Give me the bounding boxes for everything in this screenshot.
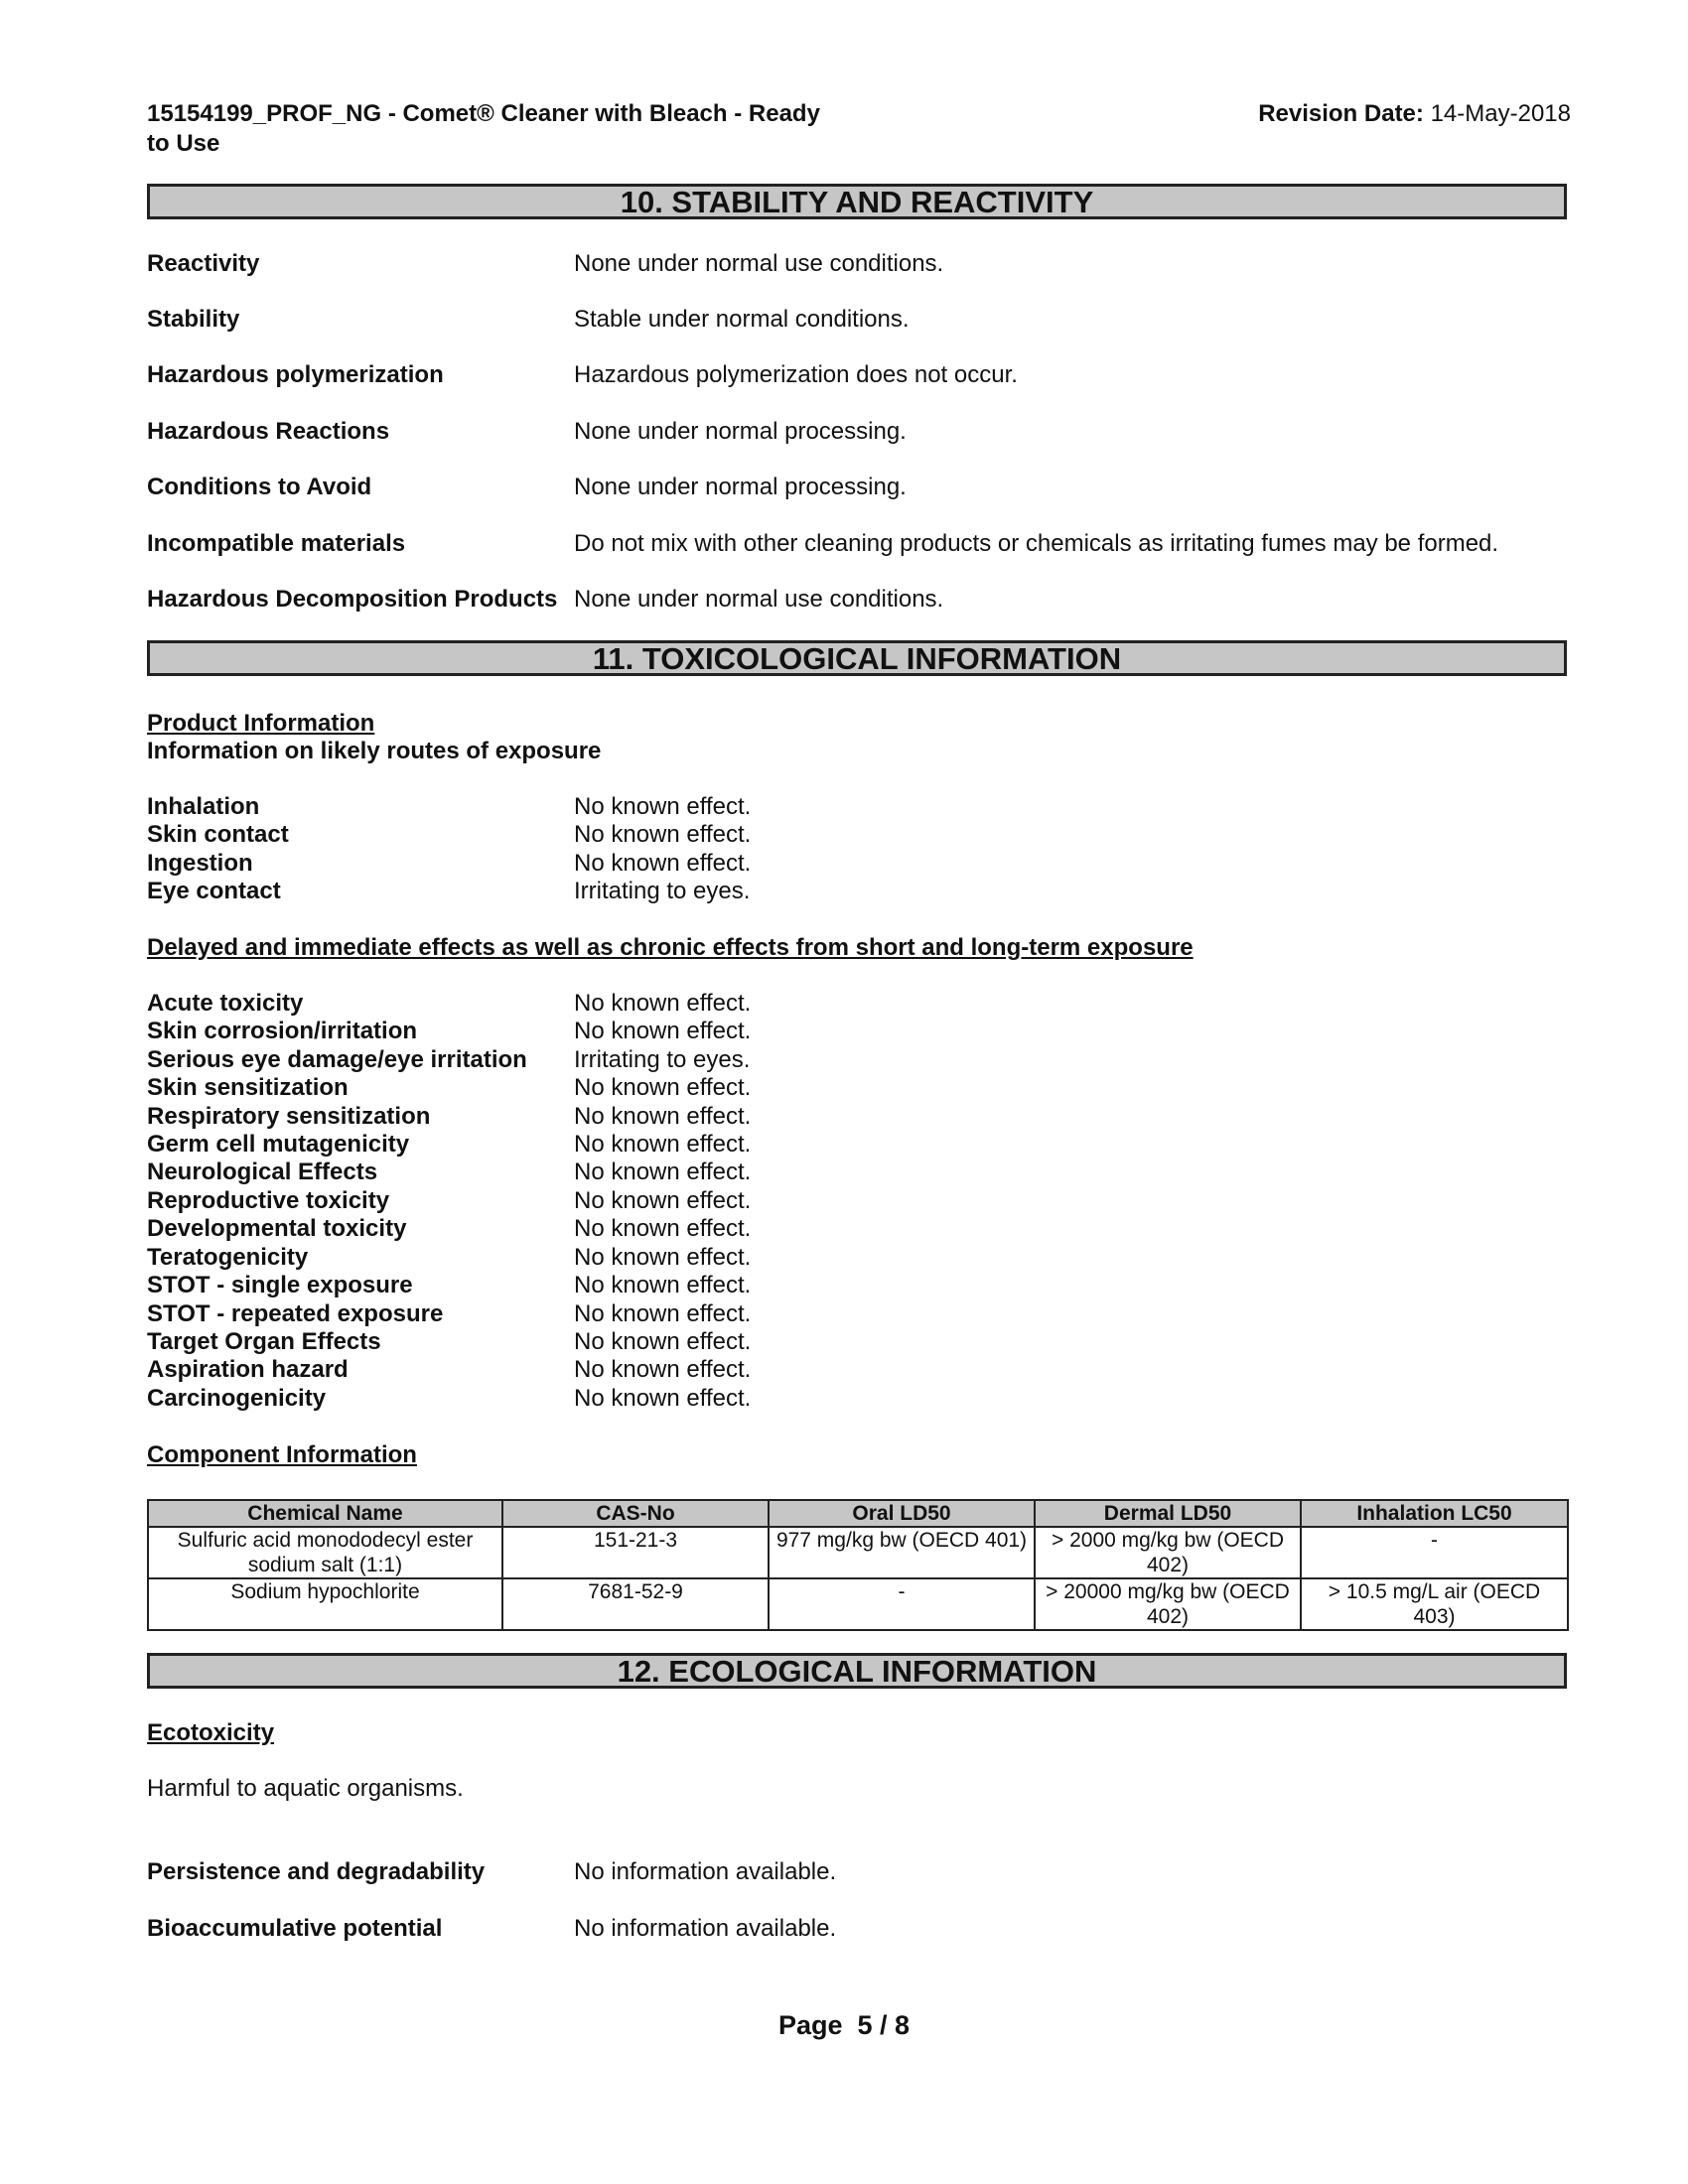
effect-label-eye-damage: Serious eye damage/eye irritation: [147, 1046, 527, 1073]
effects-heading: Delayed and immediate effects as well as chronic effects from short and long-term exposure: [147, 934, 1194, 961]
effect-label-skin-corrosion: Skin corrosion/irritation: [147, 1018, 418, 1044]
column-header-cas-no: CAS-No: [502, 1500, 769, 1527]
s10-label-stability: Stability: [147, 306, 240, 333]
table-cell-cas-no: 151-21-3: [502, 1527, 769, 1578]
effect-value-acute-toxicity: No known effect.: [574, 990, 752, 1017]
effect-label-respiratory-sensitization: Respiratory sensitization: [147, 1103, 431, 1130]
effect-value-reproductive: No known effect.: [574, 1187, 752, 1214]
table-cell-chemical-name: Sodium hypochlorite: [148, 1578, 502, 1630]
ecotoxicity-heading: Ecotoxicity: [147, 1719, 275, 1746]
effect-label-neurological: Neurological Effects: [147, 1159, 378, 1185]
section-12-title: 12. ECOLOGICAL INFORMATION: [147, 1653, 1567, 1689]
component-information-heading: Component Information: [147, 1441, 417, 1468]
s10-label-incompatible-materials: Incompatible materials: [147, 530, 406, 557]
effect-value-skin-sensitization: No known effect.: [574, 1074, 752, 1101]
s10-label-polymerization: Hazardous polymerization: [147, 361, 444, 388]
effect-value-developmental: No known effect.: [574, 1215, 752, 1242]
table-row: [148, 1527, 1568, 1578]
page-label: Page: [777, 2010, 843, 2040]
product-information-heading: Product Information: [147, 710, 375, 737]
s10-label-hazardous-reactions: Hazardous Reactions: [147, 418, 390, 445]
s10-value-decomposition-products: None under normal use conditions.: [574, 586, 944, 613]
column-header-dermal-ld50: Dermal LD50: [1035, 1500, 1301, 1527]
route-label-eye-contact: Eye contact: [147, 878, 281, 904]
table-cell-dermal-ld50: > 2000 mg/kg bw (OECD 402): [1035, 1527, 1301, 1578]
s10-value-stability: Stable under normal conditions.: [574, 306, 910, 333]
column-header-oral-ld50: Oral LD50: [769, 1500, 1035, 1527]
page-footer: [0, 2010, 1688, 2041]
product-title-line2: to Use: [147, 130, 220, 157]
table-cell-dermal-ld50: > 20000 mg/kg bw (OECD 402): [1035, 1578, 1301, 1630]
route-value-eye-contact: Irritating to eyes.: [574, 878, 751, 904]
route-label-ingestion: Ingestion: [147, 850, 253, 877]
component-table: [147, 1499, 1569, 1631]
s10-value-polymerization: Hazardous polymerization does not occur.: [574, 361, 1018, 388]
route-value-inhalation: No known effect.: [574, 793, 752, 820]
table-cell-inhalation-lc50: > 10.5 mg/L air (OECD 403): [1301, 1578, 1568, 1630]
routes-of-exposure-heading: Information on likely routes of exposure: [147, 738, 602, 764]
table-cell-inhalation-lc50: -: [1301, 1527, 1568, 1578]
effect-value-respiratory-sensitization: No known effect.: [574, 1103, 752, 1130]
table-cell-oral-ld50: 977 mg/kg bw (OECD 401): [769, 1527, 1035, 1578]
route-label-skin-contact: Skin contact: [147, 821, 289, 848]
effect-label-acute-toxicity: Acute toxicity: [147, 990, 304, 1017]
effect-value-skin-corrosion: No known effect.: [574, 1018, 752, 1044]
column-header-chemical-name: Chemical Name: [148, 1500, 502, 1527]
effect-label-stot-single: STOT - single exposure: [147, 1272, 413, 1298]
s10-label-decomposition-products: Hazardous Decomposition Products: [147, 586, 558, 613]
section-11-title: 11. TOXICOLOGICAL INFORMATION: [147, 640, 1567, 676]
effect-value-stot-repeated: No known effect.: [574, 1300, 752, 1327]
effect-value-teratogenicity: No known effect.: [574, 1244, 752, 1271]
document-product-title: [147, 99, 862, 159]
table-cell-oral-ld50: -: [769, 1578, 1035, 1630]
table-row: [148, 1578, 1568, 1630]
effect-label-carcinogenicity: Carcinogenicity: [147, 1385, 327, 1412]
effect-value-neurological: No known effect.: [574, 1159, 752, 1185]
s10-value-reactivity: None under normal use conditions.: [574, 250, 944, 277]
effect-label-developmental: Developmental toxicity: [147, 1215, 407, 1242]
route-value-skin-contact: No known effect.: [574, 821, 752, 848]
ecotoxicity-text: Harmful to aquatic organisms.: [147, 1775, 464, 1802]
effect-label-teratogenicity: Teratogenicity: [147, 1244, 309, 1271]
effect-value-germ-cell: No known effect.: [574, 1131, 752, 1158]
revision-date-label: Revision Date:: [1258, 100, 1424, 127]
s10-value-hazardous-reactions: None under normal processing.: [574, 418, 907, 445]
table-cell-cas-no: 7681-52-9: [502, 1578, 769, 1630]
s12-label-bioaccumulative: Bioaccumulative potential: [147, 1915, 443, 1942]
effect-value-carcinogenicity: No known effect.: [574, 1385, 752, 1412]
section-10-title: 10. STABILITY AND REACTIVITY: [147, 184, 1567, 219]
effect-label-reproductive: Reproductive toxicity: [147, 1187, 390, 1214]
table-cell-chemical-name: Sulfuric acid monododecyl ester sodium salt (1:1): [148, 1527, 502, 1578]
effect-value-eye-damage: Irritating to eyes.: [574, 1046, 751, 1073]
effect-value-target-organ: No known effect.: [574, 1328, 752, 1355]
revision-date-block: [1258, 99, 1571, 129]
route-value-ingestion: No known effect.: [574, 850, 752, 877]
s10-label-reactivity: Reactivity: [147, 250, 260, 277]
effect-label-target-organ: Target Organ Effects: [147, 1328, 381, 1355]
column-header-inhalation-lc50: Inhalation LC50: [1301, 1500, 1568, 1527]
revision-date-value: 14-May-2018: [1430, 100, 1571, 127]
s12-label-persistence: Persistence and degradability: [147, 1858, 486, 1885]
effect-label-germ-cell: Germ cell mutagenicity: [147, 1131, 410, 1158]
page-number: 5 / 8: [857, 2010, 911, 2040]
s10-value-conditions-to-avoid: None under normal processing.: [574, 474, 907, 500]
s10-label-conditions-to-avoid: Conditions to Avoid: [147, 474, 372, 500]
s12-value-persistence: No information available.: [574, 1858, 837, 1885]
route-label-inhalation: Inhalation: [147, 793, 260, 820]
effect-value-aspiration: No known effect.: [574, 1356, 752, 1383]
effect-value-stot-single: No known effect.: [574, 1272, 752, 1298]
effect-label-skin-sensitization: Skin sensitization: [147, 1074, 349, 1101]
effect-label-stot-repeated: STOT - repeated exposure: [147, 1300, 444, 1327]
product-title-line1: 15154199_PROF_NG - Comet® Cleaner with Bleach - Ready: [147, 100, 820, 127]
effect-label-aspiration: Aspiration hazard: [147, 1356, 349, 1383]
s10-value-incompatible-materials: Do not mix with other cleaning products or chemicals as irritating fumes may be formed.: [574, 530, 1499, 557]
component-table-header-row: [148, 1500, 1568, 1527]
s12-value-bioaccumulative: No information available.: [574, 1915, 837, 1942]
